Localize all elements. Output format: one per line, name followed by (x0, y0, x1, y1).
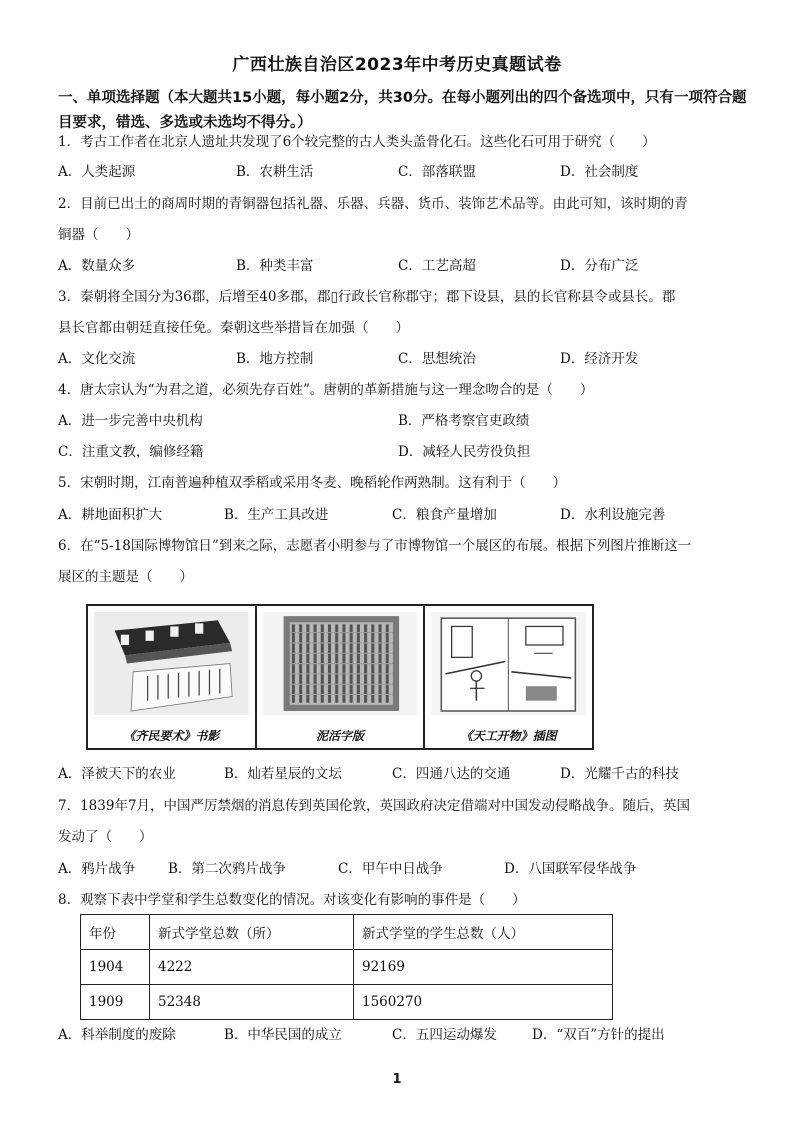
question-8-options (58, 1025, 698, 1045)
option-a[interactable]: A．鸦片战争 (58, 861, 136, 877)
option-a[interactable]: A．人类起源 (58, 164, 136, 180)
table-header-cell: 年份 (81, 915, 150, 950)
option-a[interactable]: A．文化交流 (58, 351, 136, 367)
option-a[interactable]: A．科举制度的废除 (58, 1027, 176, 1043)
option-d[interactable]: D．光耀千古的科技 (560, 766, 679, 782)
option-d[interactable]: D．社会制度 (560, 164, 639, 180)
option-c[interactable]: C．部落联盟 (398, 164, 476, 180)
question-3-stem-line-2: 县长官都由朝廷直接任免。秦朝这些举措旨在加强（ ） (58, 320, 409, 336)
school-statistics-table (80, 914, 613, 1020)
option-b[interactable]: B．严格考察官吏政绩 (398, 413, 530, 429)
question-3-stem-line-1: 3．秦朝将全国分为36郡，后增至40多郡，郡▯行政长官称郡守；郡下设县，县的长官称县令或县长。郡 (58, 289, 676, 305)
option-c[interactable]: C．思想统治 (398, 351, 476, 367)
question-2-options (58, 256, 698, 276)
page-number: 1 (392, 1072, 402, 1087)
question-1-options (58, 162, 698, 182)
question-6-figure (86, 604, 594, 750)
section-heading: 一、单项选择题（本大题共15小题，每小题2分，共30分。在每小题列出的四个备选项中，只有一项符合题目要求，错选、多选或未选均不得分。） (58, 90, 747, 131)
option-c[interactable]: C．粮食产量增加 (392, 507, 497, 523)
exam-title: 广西壮族自治区2023年中考历史真题试卷 (232, 55, 562, 75)
option-c[interactable]: C．甲午中日战争 (338, 861, 443, 877)
question-2-stem-line-2: 铜器（ ） (58, 227, 139, 243)
question-4-options-row-1 (58, 411, 698, 431)
table-cell: 92169 (354, 950, 613, 985)
table-cell: 1560270 (354, 985, 613, 1020)
option-d[interactable]: D．水利设施完善 (560, 507, 666, 523)
option-d[interactable]: D．经济开发 (560, 351, 639, 367)
figure-caption: 泥活字版 (316, 729, 365, 743)
option-d[interactable]: D．八国联军侵华战争 (504, 861, 637, 877)
question-6-stem-line-1: 6．在“5-18国际博物馆日”到来之际，志愿者小明参与了市博物馆一个展区的布展。根据下列图片推断这一 (58, 538, 692, 554)
question-5-options (58, 505, 698, 525)
option-a[interactable]: A．进一步完善中央机构 (58, 413, 203, 429)
figure-panel-clay-type (257, 606, 426, 748)
question-1-stem: 1．考古工作者在北京人遗址共发现了6个较完整的古人类头盖骨化石。这些化石可用于研究（ ） (58, 134, 656, 150)
option-d[interactable]: D．减轻人民劳役负担 (398, 444, 531, 460)
question-6-stem-line-2: 展区的主题是（ ） (58, 569, 193, 585)
figure-caption: 《齐民要术》书影 (123, 729, 220, 743)
table-cell: 1909 (81, 985, 150, 1020)
option-b[interactable]: B．第二次鸦片战争 (168, 861, 286, 877)
table-row (81, 950, 613, 985)
table-header-cell: 新式学堂的学生总数（人） (354, 915, 613, 950)
option-b[interactable]: B．灿若星辰的文坛 (224, 766, 342, 782)
figure-panel-qimin-yaoshu (88, 606, 257, 748)
option-d[interactable]: D．分布广泛 (560, 258, 639, 274)
option-b[interactable]: B．中华民国的成立 (224, 1027, 342, 1043)
option-b[interactable]: B．农耕生活 (236, 164, 314, 180)
illustration-image (431, 612, 586, 715)
clay-type-board-image (263, 612, 418, 715)
table-header-cell: 新式学堂总数（所） (150, 915, 354, 950)
question-3-options (58, 349, 698, 369)
question-6-options (58, 764, 698, 784)
question-7-stem-line-2: 发动了（ ） (58, 829, 153, 845)
question-7-stem-line-1: 7．1839年7月，中国严厉禁烟的消息传到英国伦敦，英国政府决定借端对中国发动侵略战争。随后，英国 (58, 798, 691, 814)
option-c[interactable]: C．五四运动爆发 (392, 1027, 497, 1043)
book-scroll-image (94, 612, 249, 715)
question-4-options-row-2 (58, 442, 698, 462)
option-b[interactable]: B．种类丰富 (236, 258, 314, 274)
question-4-stem: 4．唐太宗认为“为君之道，必须先存百姓”。唐朝的革新措施与这一理念吻合的是（ ） (58, 382, 594, 398)
table-cell: 1904 (81, 950, 150, 985)
option-a[interactable]: A．泽被天下的农业 (58, 766, 176, 782)
option-a[interactable]: A．耕地面积扩大 (58, 507, 163, 523)
option-c[interactable]: C．工艺高超 (398, 258, 476, 274)
question-2-stem-line-1: 2．目前已出土的商周时期的青铜器包括礼器、乐器、兵器、货币、装饰艺术品等。由此可知，该时期的青 (58, 196, 688, 212)
option-c[interactable]: C．四通八达的交通 (392, 766, 511, 782)
table-cell: 52348 (150, 985, 354, 1020)
table-cell: 4222 (150, 950, 354, 985)
table-row (81, 985, 613, 1020)
figure-panel-tiangong-kaiwu (425, 606, 592, 748)
option-d[interactable]: D．“双百”方针的提出 (532, 1027, 665, 1043)
question-7-options (58, 859, 698, 879)
question-8-stem: 8．观察下表中学堂和学生总数变化的情况。对该变化有影响的事件是（ ） (58, 892, 526, 908)
question-5-stem: 5．宋朝时期，江南普遍种植双季稻或采用冬麦、晚稻轮作两熟制。这有利于（ ） (58, 475, 567, 491)
option-a[interactable]: A．数量众多 (58, 258, 136, 274)
table-header-row (81, 915, 613, 950)
option-b[interactable]: B．地方控制 (236, 351, 314, 367)
option-b[interactable]: B．生产工具改进 (224, 507, 329, 523)
option-c[interactable]: C．注重文教，编修经籍 (58, 444, 204, 460)
figure-caption: 《天工开物》插图 (460, 729, 557, 743)
